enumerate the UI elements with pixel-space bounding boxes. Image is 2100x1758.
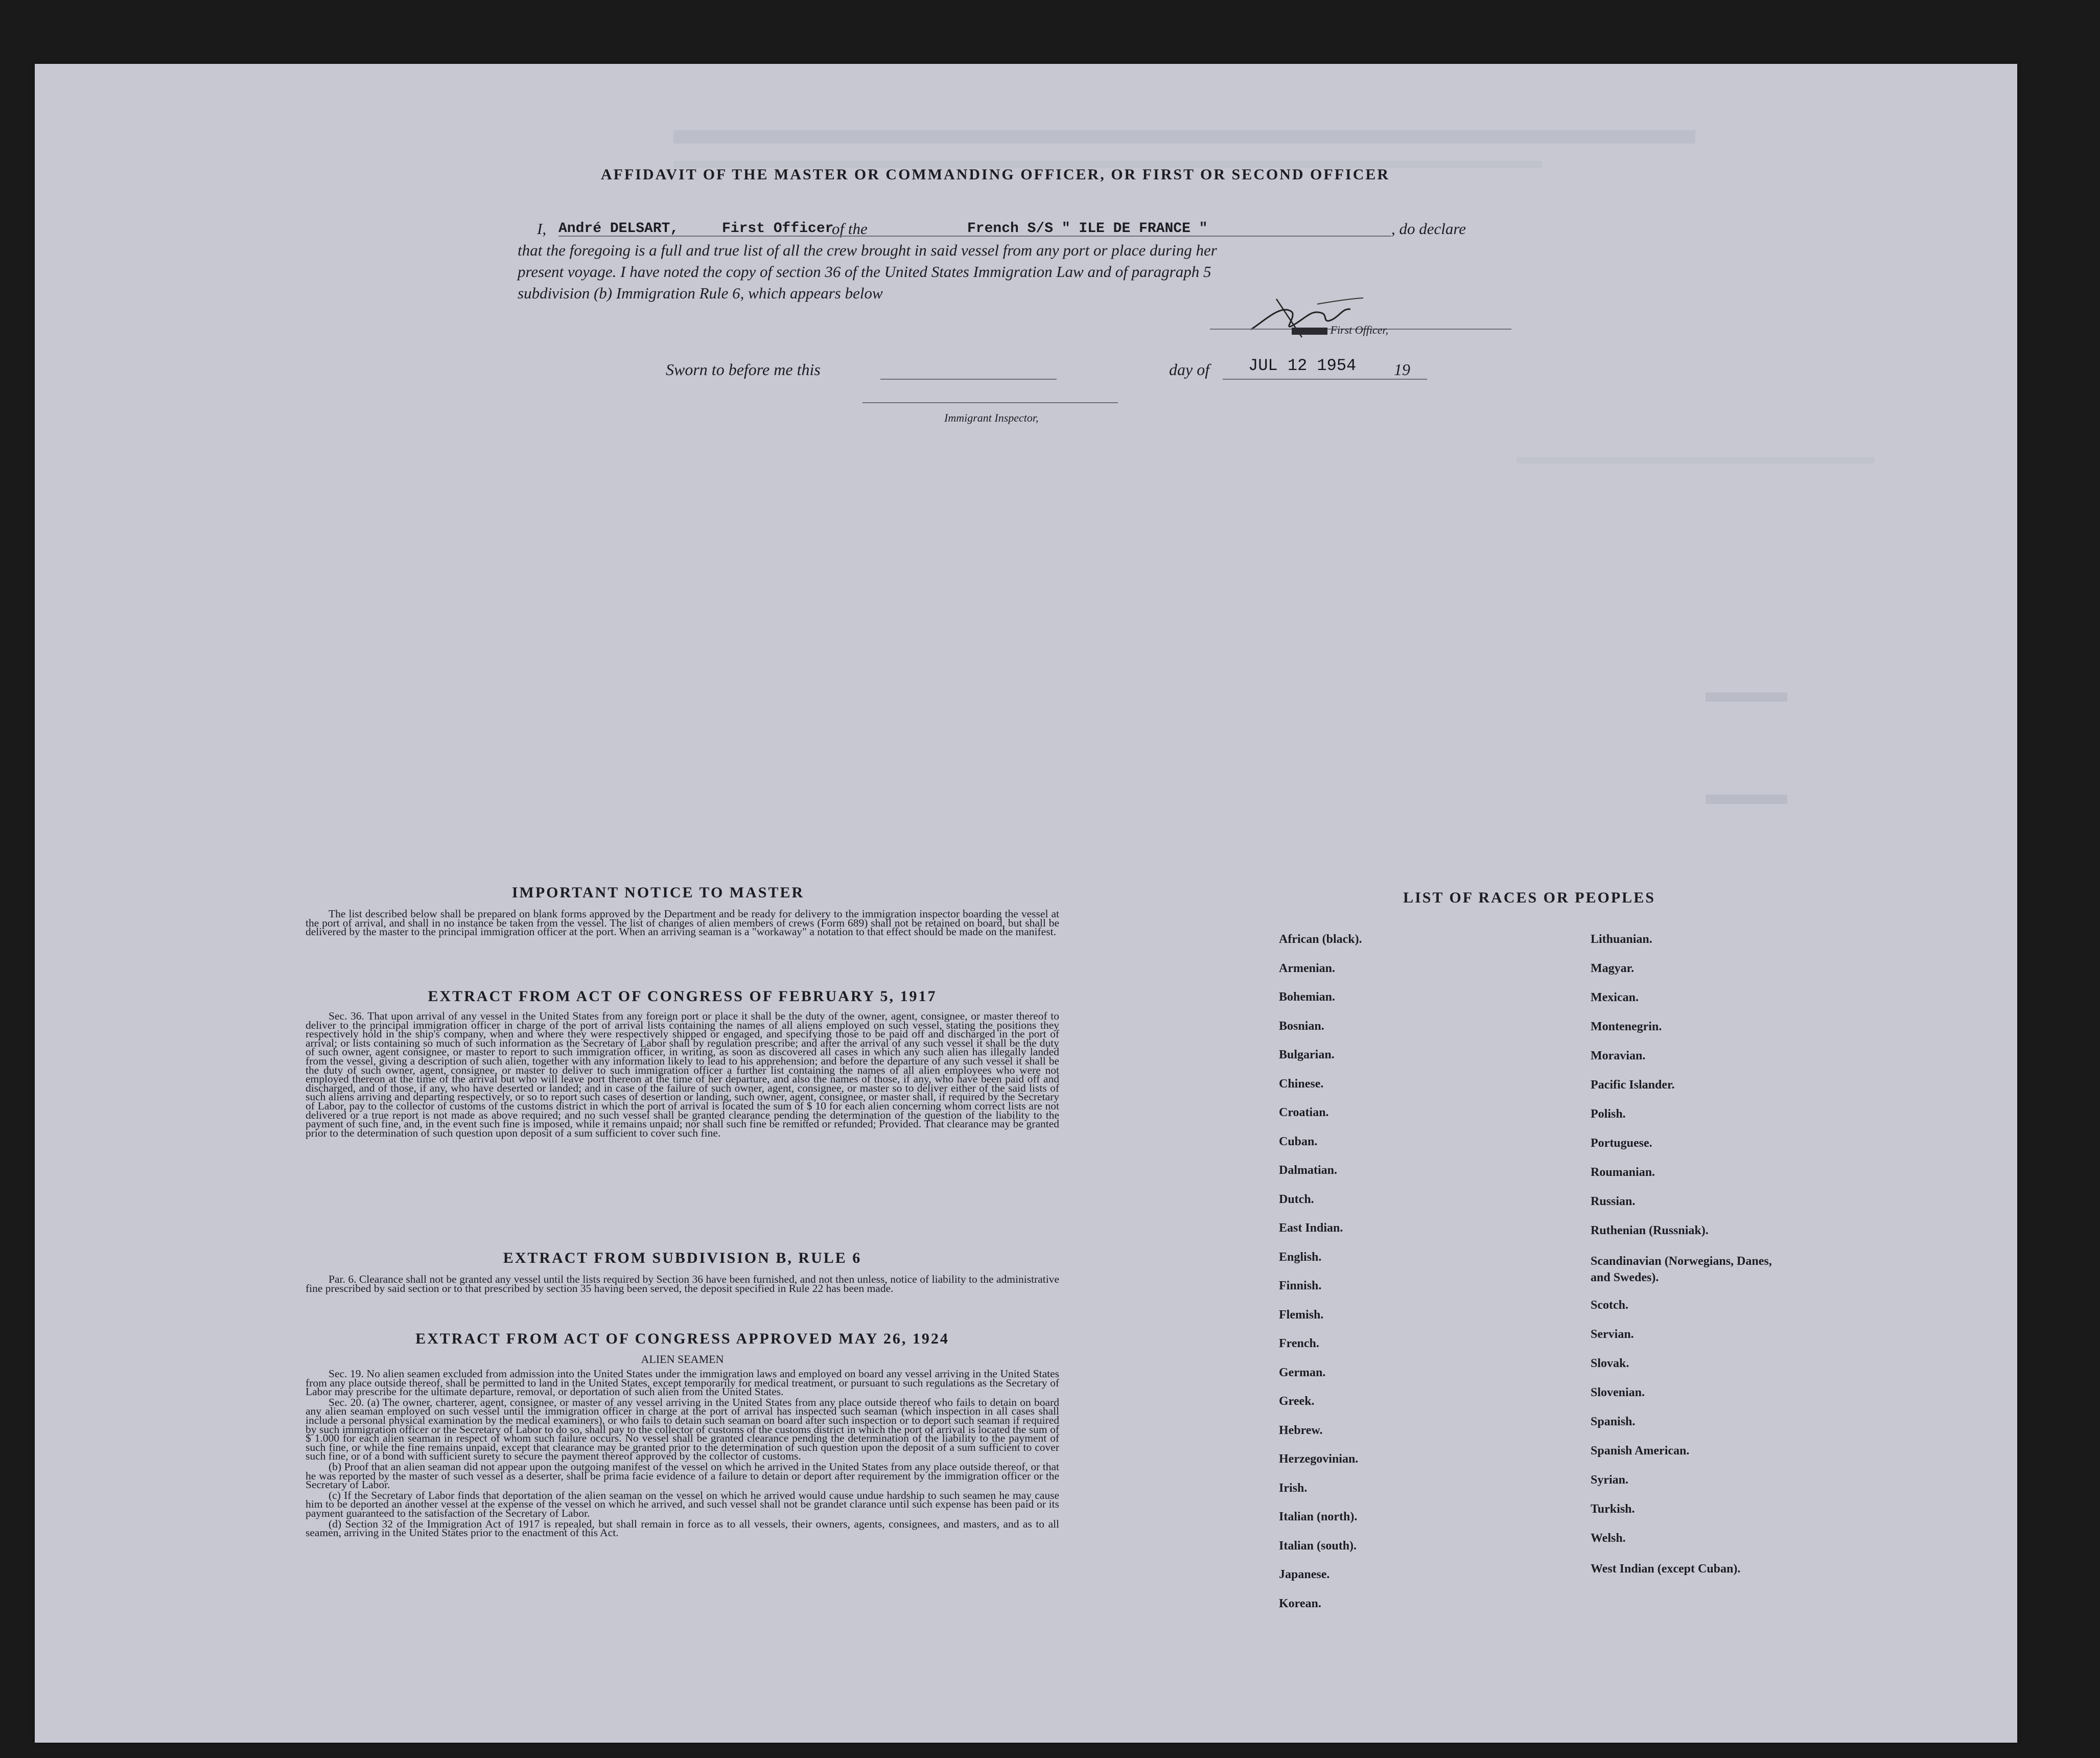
do-declare-label: , do declare: [1391, 220, 1466, 238]
race-item: Italian (north).: [1279, 1510, 1358, 1523]
race-item: Armenian.: [1279, 961, 1335, 975]
inspector-line: [862, 402, 1118, 403]
race-item: East Indian.: [1279, 1221, 1343, 1235]
rule-6-paragraph: Par. 6. Clearance shall not be granted any vessel until the lists required by Section 36 have been furnished, and not then unless, notice of liability to the administrative fine prescribed by said section or to that prescribed by section 35 having been served, the deposit specified in Rule 22 has been made.: [306, 1273, 1059, 1294]
race-item: Polish.: [1591, 1107, 1626, 1121]
race-item: Servian.: [1591, 1328, 1634, 1341]
race-item: Italian (south).: [1279, 1539, 1357, 1553]
race-item: Portuguese.: [1591, 1137, 1652, 1150]
race-item: Dutch.: [1279, 1192, 1314, 1206]
race-item: Welsh.: [1591, 1532, 1626, 1545]
inspector-caption: Immigrant Inspector,: [944, 411, 1039, 424]
race-item: Cuban.: [1279, 1135, 1318, 1148]
race-item: Slovenian.: [1591, 1386, 1645, 1399]
race-item: Turkish.: [1591, 1502, 1635, 1516]
race-item: Moravian.: [1591, 1049, 1646, 1062]
alien-seamen-subtitle: ALIEN SEAMEN: [641, 1353, 724, 1366]
race-item: Roumanian.: [1591, 1166, 1655, 1179]
affidavit-line-4: subdivision (b) Immigration Rule 6, which appears below: [518, 284, 883, 302]
race-item: Irish.: [1279, 1481, 1308, 1495]
race-item: Mexican.: [1591, 991, 1639, 1004]
date-stamp: JUL 12 1954: [1248, 356, 1357, 375]
race-item: Croatian.: [1279, 1106, 1329, 1119]
race-item: Scotch.: [1591, 1299, 1628, 1312]
extract-1924-title: EXTRACT FROM ACT OF CONGRESS APPROVED MAY 26, 1924: [415, 1330, 949, 1347]
year-prefix: 19: [1394, 360, 1410, 379]
notice-paragraph: The list described below shall be prepared on blank forms approved by the Department and be ready for delivery to the immigration inspector boarding the vessel at the port of arrival, and shall in no instance be taken from the vessel. The list of changes of alien members of crews (Form 689) shall not be retained on board, but shall be delivered by the master to the principal immigration officer at the port. When an arriving seaman is a "workaway" a notation to that effect should be made on the manifest.: [306, 908, 1059, 938]
of-the-label: of the: [832, 220, 868, 238]
race-item: Slovak.: [1591, 1357, 1629, 1370]
race-item: Pacific Islander.: [1591, 1078, 1675, 1092]
rule-6-title: EXTRACT FROM SUBDIVISION B, RULE 6: [503, 1250, 862, 1266]
notice-title: IMPORTANT NOTICE TO MASTER: [511, 884, 805, 901]
race-item: English.: [1279, 1250, 1322, 1264]
race-item: Finnish.: [1279, 1279, 1322, 1292]
race-item: Herzegovinian.: [1279, 1452, 1359, 1466]
race-item: German.: [1279, 1366, 1326, 1379]
race-item: Russian.: [1591, 1195, 1636, 1208]
sec-20c-paragraph: (c) If the Secretary of Labor finds that deportation of the alien seaman on the vessel on which he arrived would cause undue hardship to such seamen he may cause him to be deported an another vessel at the expense of the vessel on which he arrived, and such vessel shall not be grandet clarance until such expense has been paid or its payment guaranteed to the satisfaction of the Secretary of Labor.: [306, 1489, 1059, 1519]
vessel-name: French S/S " ILE DE FRANCE ": [967, 221, 1208, 237]
race-item: Hebrew.: [1279, 1423, 1323, 1437]
document-page: [35, 64, 2017, 1743]
extract-1924-text: [306, 1370, 1059, 1539]
race-item: French.: [1279, 1337, 1319, 1350]
day-of-label: day of: [1169, 360, 1210, 379]
race-item: Bulgarian.: [1279, 1048, 1335, 1061]
extract-1917-paragraph: Sec. 36. That upon arrival of any vessel in the United States from any foreign port or place it shall be the duty of the owner, agent, consignee, or master thereof to deliver to the principal immigration officer in charge of the port of arrival lists containing the names of all aliens employed on such vessel, stating the positions they respectively hold in the ship's company, when and where they were respectively shipped or engaged, and specifying those to be paid off and discharged in the port of arrival; or lists containing so much of such information as the Secretary of Labor shall by regulation prescribe; and after the arrival of any such vessel it shall be the duty of such owner, agent consignee, or master to report to such immigration officer, in writing, as soon as discovered all cases in which any such alien has illegally landed from the vessel, giving a description of such alien, together with any information likely to lead to his apprehension; and before the departure of any such vessel it shall be the duty of such owner, agent, consignee, or master to deliver to such immigration officer a further list containing the names of all alien employees who were not employed thereon at the time of the arrival but who will leave port thereon at the time of her departure, and also the names of those, if any, who have been paid off and discharged, and of those, if any, who have deserted or landed; and in case of the failure of such owner, agent, consignee, or master so to deliver either of the said lists of such aliens arriving and departing respectively, or so to report such cases of desertion or landing, such owner, agent, consignee, or master shall, if required by the Secretary of Labor, pay to the collector of customs of the customs district in which the port of arrival is located the sum of $ 10 for each alien concerning whom correct lists are not delivered or a true report is not made as above required; and no such vessel shall be granted clearance pending the determination of the question of the liability to the payment of such fine, and, in the event such fine is imposed, while it remains unpaid; nor shall such fine be remitted or refunded; Provided. That clearance may be granted prior to the determination of such question upon deposit of a sum sufficient to cover such fine.: [306, 1010, 1059, 1139]
sec-20d-paragraph: (d) Section 32 of the Immigration Act of 1917 is repealed, but shall remain in force as to all vessels, their owners, agents, consignees, and masters, and as to all seamen, arriving in the United States prior to the enactment of this Act.: [306, 1517, 1059, 1539]
race-item: Lithuanian.: [1591, 933, 1652, 946]
notice-text: [306, 910, 1059, 938]
races-title: LIST OF RACES OR PEOPLES: [1403, 889, 1655, 906]
race-item: Spanish.: [1591, 1415, 1636, 1428]
signature-caption-text: First Officer,: [1330, 323, 1389, 336]
sworn-before-label: Sworn to before me this: [666, 360, 821, 379]
rule-6-text: [306, 1275, 1059, 1294]
race-item: Spanish American.: [1591, 1444, 1690, 1458]
race-item: Montenegrin.: [1591, 1020, 1662, 1033]
race-item: Scandinavian (Norwegians, Danes, and Swedes).: [1591, 1255, 1772, 1284]
race-item: Bosnian.: [1279, 1019, 1324, 1033]
affidavit-line-2: that the foregoing is a full and true list of all the crew brought in said vessel from any port or place during her: [518, 241, 1217, 259]
affidavit-line-3: present voyage. I have noted the copy of section 36 of the United States Immigration Law and of paragraph 5: [518, 263, 1211, 281]
sec-20b-paragraph: (b) Proof that an alien seaman did not appear upon the outgoing manifest of the vessel on which he arrived in the United States from any place outside thereof, or that he was reported by the master of such vessel as a deserter, shall be prima facie evidence of a failure to detain or deport after requirement by the immigration officer or the Secretary of Labor.: [306, 1460, 1059, 1491]
race-item: Chinese.: [1279, 1077, 1324, 1091]
extract-1917-title: EXTRACT FROM ACT OF CONGRESS OF FEBRUARY 5, 1917: [428, 988, 937, 1005]
affidavit-i-prefix: I,: [537, 220, 547, 238]
sworn-line: [666, 356, 1483, 386]
race-item: Bohemian.: [1279, 990, 1336, 1004]
race-item: Greek.: [1279, 1395, 1315, 1408]
race-item: Magyar.: [1591, 962, 1635, 975]
race-item: West Indian (except Cuban).: [1591, 1562, 1741, 1576]
race-item: Flemish.: [1279, 1308, 1324, 1322]
race-item: Syrian.: [1591, 1473, 1629, 1487]
sec-20a-paragraph: Sec. 20. (a) The owner, charterer, agent, consignee, or master of any vessel arriving in the United States from any place outside thereof who fails to detain on board any alien seaman employed on such vessel until the immigration officer in charge at the port of arrival has inspected such seaman (which inspection in all cases shall include a personal physical examination by the medical examiners), or who fails to detain such seaman on board after such inspection or to deport such seaman if required by such immigration officer or the Secretary of Labor to do so, shall pay to the collector of customs of the customs district in which the port of arrival is located the sum of $ 1.000 for each alien seaman in respect of whom such failure occurs. No vessel shall be granted clearance pending the determination of the liability to the payment of such fine, or while the fine remains unpaid, except that clearance may be granted prior to the determination of such question upon the deposit of a sum sufficient to cover such fine, or of a bond with sufficient surety to secure the payment thereof approved by the collector of customs.: [306, 1396, 1059, 1463]
signature-caption: [1292, 323, 1388, 337]
race-item: African (black).: [1279, 933, 1362, 946]
sec-19-paragraph: Sec. 19. No alien seamen excluded from admission into the United States under the immigration laws and employed on board any vessel arriving in the United States from any place outside thereof, shall be permitted to land in the United States, except temporarily for medical treatment, or pursuant to such regulations as the Secretary of Labor may prescribe for the ultimate departure, removal, or deportation of such alien from the United States.: [306, 1368, 1059, 1398]
race-item: Korean.: [1279, 1597, 1321, 1610]
officer-rank: First Officer: [722, 221, 834, 237]
race-item: Dalmatian.: [1279, 1164, 1337, 1177]
race-item: Ruthenian (Russniak).: [1591, 1224, 1709, 1237]
race-item: Japanese.: [1279, 1568, 1330, 1581]
affidavit-title: AFFIDAVIT OF THE MASTER OR COMMANDING OFFICER, OR FIRST OR SECOND OFFICER: [600, 166, 1390, 183]
extract-1917-text: [306, 1012, 1059, 1139]
officer-name: André DELSART,: [558, 221, 679, 237]
